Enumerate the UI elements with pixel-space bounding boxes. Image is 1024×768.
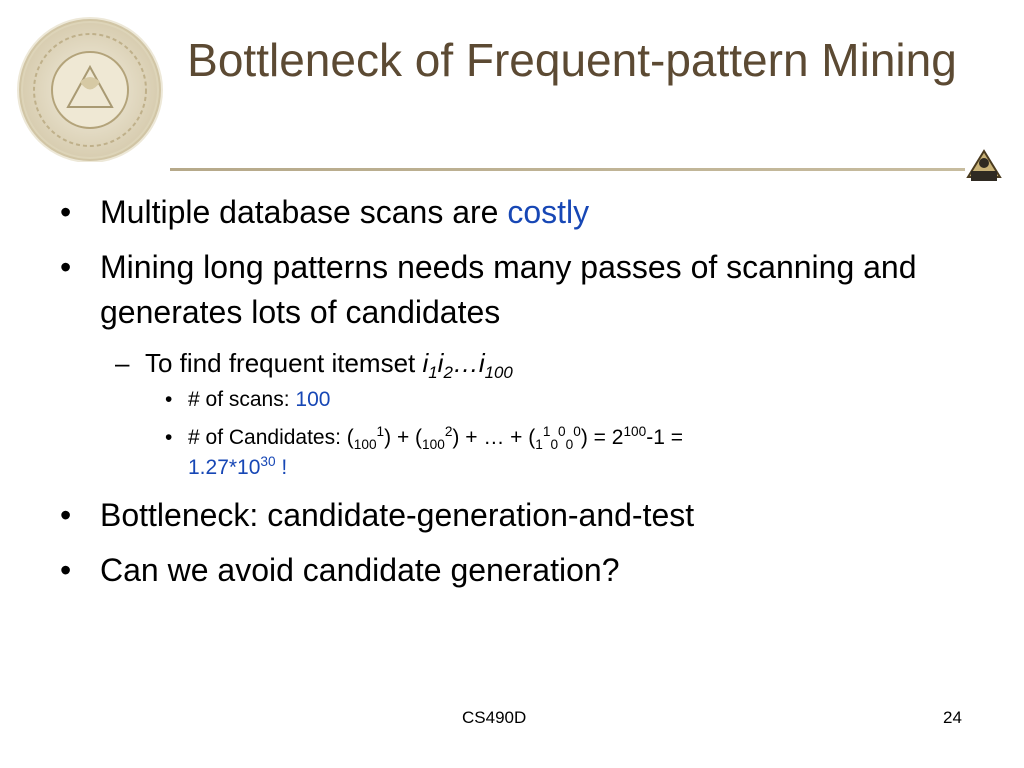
bullet-dot-icon: • [60, 552, 72, 588]
subsubbullet-candidates [55, 423, 975, 483]
highlight-costly: costly [507, 194, 590, 230]
bullet-bottleneck [55, 493, 975, 538]
purdue-seal-icon [8, 12, 168, 162]
bullet-dot-icon: • [60, 249, 72, 285]
bullet-long-patterns [55, 245, 975, 335]
bullet-dot-icon: • [165, 388, 173, 411]
footer-course: CS490D [462, 708, 527, 727]
bullet-dot-icon: • [165, 426, 173, 449]
itemset-expression: $i_1i_2\dots i_{100}$ [422, 348, 513, 383]
bullet-text: Multiple database scans are [100, 194, 508, 230]
subbullet-find-itemset [55, 345, 975, 381]
bullet-avoid-generation [55, 548, 975, 593]
bullet-text: Mining long patterns needs many passes of scanning and generates lots of candidates [100, 249, 917, 330]
slide-body [55, 190, 975, 603]
footer-page-number: 24 [943, 708, 962, 727]
bullet-text: Bottleneck: candidate-generation-and-test [100, 497, 695, 533]
scans-value: 100 [295, 388, 331, 411]
bullet-dot-icon: • [60, 497, 72, 533]
dash-bullet-icon: – [115, 348, 130, 378]
bullet-text: Can we avoid candidate generation? [100, 552, 620, 588]
bullet-costly-scans [55, 190, 975, 235]
candidates-value: $1.27*10^{30}$ ! [188, 454, 288, 479]
subsubbullet-scans [55, 385, 975, 415]
subbullet-text: To find frequent itemset [145, 348, 423, 378]
slide-title: Bottleneck of Frequent-pattern Mining [187, 34, 957, 86]
bullet-dot-icon: • [60, 194, 72, 230]
title-divider [170, 168, 965, 171]
purdue-mascot-icon [962, 147, 1006, 187]
candidates-formula: # of Candidates: $(_{100}^1) + (_{100}^2)$ + … + $(_1^1_0^0_0^0) = 2^{100}-1$ = $1.27*10^{30}$ ! [188, 424, 683, 479]
scans-label: # of scans: [188, 388, 296, 411]
